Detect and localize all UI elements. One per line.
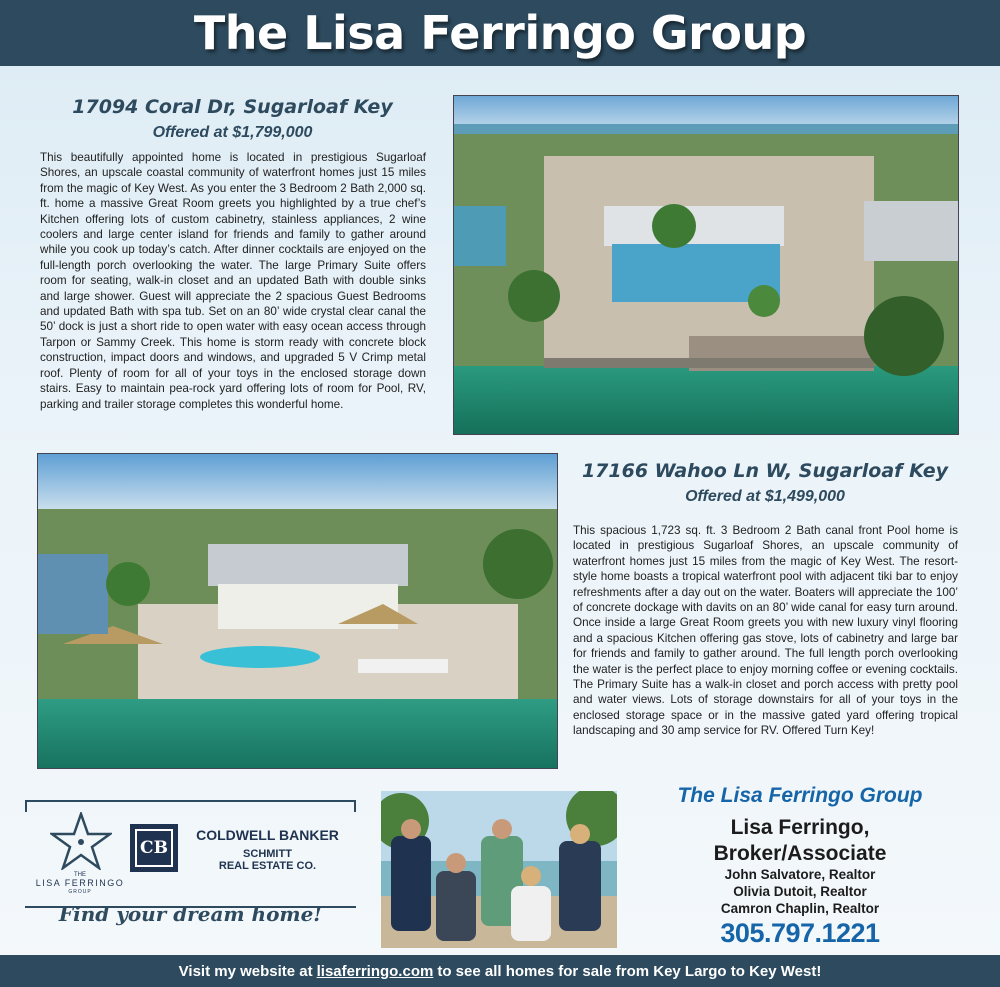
team-photo [381,791,617,948]
cb-real-estate: REAL ESTATE CO. [218,860,317,872]
branding-box [25,800,356,908]
header-banner [0,0,1000,66]
listing1-description: This beautifully appointed home is located in prestigious Sugarloaf Shores, an upscale coastal community of waterfront homes just 15 miles from the magic of Key West. As you enter the 3 Bedroom 2 Bath 2,000 sq. ft. home a massive Great Room greets you highlighted by a true chef’s Kitchen offering lots of custom cabinetry, stainless appliances, 2 wine coolers and large center island for friends and family to gather around while you cook up today’s catch. After dinner cocktails are enjoyed on the full-length porch overlooking the water. The large Primary Suite offers room for seating, walk-in closet and an updated Bath with double sinks and large shower. Guest will appreciate the 2 spacious Guest Bedrooms and updated Bath with spa tub. Set on an 80’ wide crystal clear canal the 50’ dock is just a short ride to open water with easy ocean access through Tarpon or Sammy Creek. This home is storm ready with concrete block construction, impact doors and windows, and upgraded 5 V Crimp metal roof. Plenty of room for all of your toys in the enclosed storage down stairs. Easy to maintain pea-rock yard offering lots of room for Pool, RV, parking and trailer storage completes this wonderful home. [40,151,426,411]
phone-number[interactable]: 305.797.1221 [720,918,880,948]
broker-block [630,815,970,867]
tagline: Find your dream home! [58,902,323,926]
realtor-list [630,866,970,917]
broker-title: Broker/Associate [713,842,887,865]
group-title: The Lisa Ferringo Group [677,784,923,807]
website-link[interactable]: lisaferringo.com [316,962,434,980]
cb-logo-icon [130,824,178,872]
footer-pre-text: Visit my website at [178,962,313,980]
cb-name: COLDWELL BANKER [196,827,339,843]
footer-banner [0,955,1000,987]
logo-group-text: GROUP [68,889,92,895]
realtor-item: Olivia Dutoit, Realtor [733,884,867,899]
realtor-item: Camron Chaplin, Realtor [720,901,880,916]
listing1-aerial-photo [453,95,959,435]
listing1-price: Offered at $1,799,000 [152,124,313,141]
listing1-address: 17094 Coral Dr, Sugarloaf Key [72,96,393,118]
listing2-price: Offered at $1,499,000 [685,488,845,505]
listing2-aerial-photo [37,453,558,769]
footer-post-text: to see all homes for sale from Key Largo to Key West! [437,962,822,980]
listing2-description: This spacious 1,723 sq. ft. 3 Bedroom 2 Bath canal front Pool home is located in prestigious Sugarloaf Shores, an upscale community of waterfront homes just 15 miles from the magic of Key West. The resort-style home boasts a tropical waterfront pool with adjacent tiki bar to enjoy refreshments after a day out on the water. Boaters will appreciate the 100’ of concrete dockage with davits on an 80’ wide canal for easy turn around. Once inside a large Great Room greets you with new luxury vinyl flooring and a spacious Kitchen offering gas stove, lots of cabinetry and large bar for friends and family to gather around. The full length porch overlooking the water is the perfect place to enjoy morning coffee or evening cocktails. The Primary Suite has a walk-in closet and porch access with pretty pool and water views. Lots of storage downstairs for all of your toys in the enclosed storage space or in the massive gated yard offering tropical landscaping and 30 amp service for RV. Offered Turn Key! [573,524,958,738]
page-title: The Lisa Ferringo Group [193,6,807,60]
broker-name: Lisa Ferringo, [730,816,870,839]
cb-monogram-icon: CB [135,829,173,867]
listing2-address: 17166 Wahoo Ln W, Sugarloaf Key [581,460,949,482]
realtor-item: John Salvatore, Realtor [724,867,876,882]
starfish-icon [50,812,112,870]
logo-name-text: LISA FERRINGO [35,878,125,888]
cb-schmitt: SCHMITT [243,848,292,860]
logo-the-text: THE [74,872,86,878]
